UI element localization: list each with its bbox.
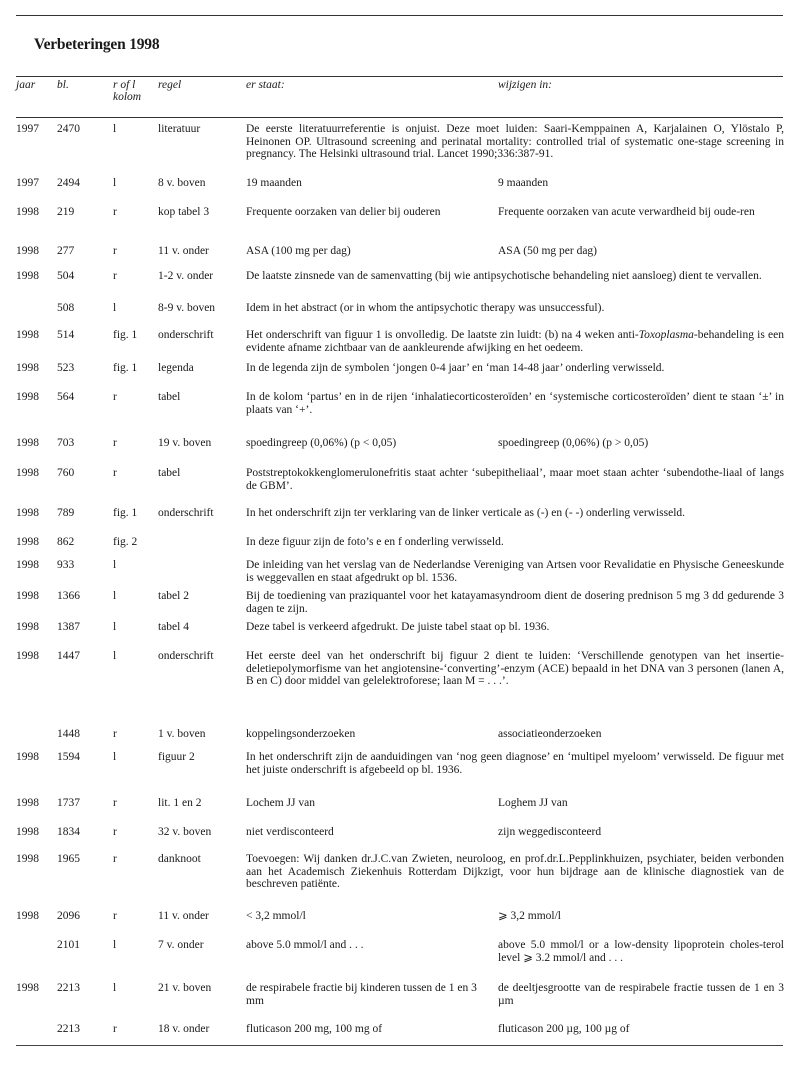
header-kolom-line2: kolom <box>113 91 142 103</box>
header-kolom-line1: r of l <box>113 79 136 91</box>
cell-kolom: l <box>113 982 117 994</box>
cell-description: Het eerste deel van het onderschrift bij figuur 2 dient te luiden: ‘Verschillende genotypen van het insertie-deletiepolymorfisme van het angiotensine-‘converting’-enzym (ACE) bepaald in het DNA van 3 personen (lanen A, B en C) door middel van gelelektroforese; laan M = . . .’. <box>246 650 784 687</box>
cell-bl: 1366 <box>57 590 80 602</box>
cell-er-staat: Frequente oorzaken van delier bij ouderen <box>246 206 441 218</box>
cell-er-staat: niet verdisconteerd <box>246 826 334 838</box>
cell-kolom: r <box>113 910 117 922</box>
cell-jaar: 1998 <box>16 590 39 602</box>
cell-jaar: 1998 <box>16 621 39 633</box>
header-rule <box>16 76 783 77</box>
cell-kolom: fig. 2 <box>113 536 138 548</box>
cell-kolom: l <box>113 751 117 763</box>
cell-bl: 523 <box>57 362 75 374</box>
cell-description: De laatste zinsnede van de samenvatting (bij wie antipsychotische behandeling niet aansloeg) dient te vervallen. <box>246 270 762 282</box>
cell-wijzigen-in: de deeltjesgrootte van de respirabele fractie tussen de 1 en 3 µm <box>498 982 784 1007</box>
cell-regel: 21 v. boven <box>158 982 212 994</box>
cell-regel: 7 v. onder <box>158 939 204 951</box>
cell-jaar: 1998 <box>16 245 39 257</box>
cell-kolom: l <box>113 939 117 951</box>
cell-bl: 1834 <box>57 826 80 838</box>
cell-er-staat: above 5.0 mmol/l and . . . <box>246 939 364 951</box>
cell-kolom: r <box>113 206 117 218</box>
cell-kolom: r <box>113 391 117 403</box>
cell-bl: 277 <box>57 245 75 257</box>
cell-bl: 514 <box>57 329 75 341</box>
cell-jaar: 1998 <box>16 826 39 838</box>
cell-jaar: 1998 <box>16 206 39 218</box>
cell-jaar: 1998 <box>16 437 39 449</box>
cell-description: In de legenda zijn de symbolen ‘jongen 0-4 jaar’ en ‘man 14-48 jaar’ onderling verwisseld. <box>246 362 665 374</box>
cell-description: Deze tabel is verkeerd afgedrukt. De juiste tabel staat op bl. 1936. <box>246 621 550 633</box>
cell-jaar: 1998 <box>16 910 39 922</box>
header-kolom <box>113 79 141 103</box>
cell-jaar: 1998 <box>16 650 39 662</box>
bottom-rule <box>16 1045 783 1046</box>
cell-jaar: 1998 <box>16 982 39 994</box>
cell-regel: tabel <box>158 391 181 403</box>
cell-regel: tabel 2 <box>158 590 189 602</box>
cell-jaar: 1997 <box>16 177 39 189</box>
cell-kolom: r <box>113 797 117 809</box>
cell-bl: 1737 <box>57 797 80 809</box>
cell-bl: 2101 <box>57 939 80 951</box>
cell-kolom: fig. 1 <box>113 329 138 341</box>
cell-bl: 2494 <box>57 177 80 189</box>
cell-description: De eerste literatuurreferentie is onjuist. Deze moet luiden: Saari-Kemppainen A, Karjalainen O, Ylöstalo P, Heinonen OP. Ultrasound screening and perinatal mortality: controlled trial of systematic one-stage screening in pregnancy. The Helsinki ultrasound trial. Lancet 1990;336:387-91. <box>246 123 784 160</box>
cell-description: De inleiding van het verslag van de Nederlandse Vereniging van Artsen voor Revalidatie en Physische Geneeskunde is weggevallen en staat afgedrukt op bl. 1536. <box>246 559 784 584</box>
cell-kolom: r <box>113 437 117 449</box>
cell-regel: legenda <box>158 362 194 374</box>
cell-regel: 32 v. boven <box>158 826 212 838</box>
cell-regel: 8-9 v. boven <box>158 302 216 314</box>
cell-kolom: l <box>113 621 117 633</box>
cell-er-staat: koppelingsonderzoeken <box>246 728 356 740</box>
cell-bl: 2096 <box>57 910 80 922</box>
cell-description: Idem in het abstract (or in whom the antipsychotic therapy was unsuccessful). <box>246 302 605 314</box>
cell-bl: 1448 <box>57 728 80 740</box>
cell-regel: lit. 1 en 2 <box>158 797 202 809</box>
cell-regel: danknoot <box>158 853 201 865</box>
cell-wijzigen-in: 9 maanden <box>498 177 549 189</box>
cell-wijzigen-in: fluticason 200 µg, 100 µg of <box>498 1023 630 1035</box>
cell-description: In het onderschrift zijn ter verklaring van de linker verticale as (-) en (- -) onderling verwisseld. <box>246 507 686 519</box>
cell-regel: figuur 2 <box>158 751 195 763</box>
cell-bl: 2213 <box>57 982 80 994</box>
cell-wijzigen-in: Frequente oorzaken van acute verwardheid bij oude-ren <box>498 206 755 218</box>
cell-kolom: l <box>113 650 117 662</box>
cell-kolom: r <box>113 245 117 257</box>
cell-kolom: l <box>113 302 117 314</box>
cell-regel: kop tabel 3 <box>158 206 210 218</box>
cell-regel: 11 v. onder <box>158 245 209 257</box>
cell-er-staat: Lochem JJ van <box>246 797 315 809</box>
cell-kolom: l <box>113 123 117 135</box>
cell-jaar: 1998 <box>16 507 39 519</box>
cell-regel: 1 v. boven <box>158 728 206 740</box>
cell-bl: 2213 <box>57 1023 80 1035</box>
cell-er-staat: fluticason 200 mg, 100 mg of <box>246 1023 383 1035</box>
cell-jaar: 1998 <box>16 467 39 479</box>
cell-bl: 703 <box>57 437 75 449</box>
header-regel: regel <box>158 79 182 91</box>
cell-jaar: 1998 <box>16 536 39 548</box>
cell-bl: 2470 <box>57 123 80 135</box>
cell-er-staat: 19 maanden <box>246 177 302 189</box>
cell-regel: tabel <box>158 467 181 479</box>
cell-bl: 219 <box>57 206 75 218</box>
cell-kolom: l <box>113 559 117 571</box>
cell-regel: tabel 4 <box>158 621 189 633</box>
cell-bl: 1965 <box>57 853 80 865</box>
description-text: -behandeling is een evidente afname zichtbaar van de aankleurende afwijking en het oedeem. <box>246 329 784 354</box>
cell-kolom: r <box>113 728 117 740</box>
cell-regel: onderschrift <box>158 507 214 519</box>
cell-bl: 1447 <box>57 650 80 662</box>
cell-kolom: r <box>113 467 117 479</box>
cell-bl: 789 <box>57 507 75 519</box>
cell-regel: 8 v. boven <box>158 177 206 189</box>
cell-jaar: 1998 <box>16 362 39 374</box>
cell-bl: 760 <box>57 467 75 479</box>
cell-bl: 933 <box>57 559 75 571</box>
cell-er-staat: spoedingreep (0,06%) (p < 0,05) <box>246 437 397 449</box>
cell-kolom: r <box>113 826 117 838</box>
cell-regel: 1-2 v. onder <box>158 270 214 282</box>
cell-wijzigen-in: associatieonderzoeken <box>498 728 602 740</box>
header-wijzigen-in: wijzigen in: <box>498 79 552 91</box>
cell-description: Bij de toediening van praziquantel voor het katayamasyndroom dient de dosering prednison 5 mg 3 dd gedurende 3 dagen te zijn. <box>246 590 784 615</box>
cell-regel: 11 v. onder <box>158 910 209 922</box>
description-italic: Toxoplasma <box>638 329 694 341</box>
cell-jaar: 1998 <box>16 751 39 763</box>
cell-wijzigen-in: Loghem JJ van <box>498 797 568 809</box>
cell-description: In het onderschrift zijn de aanduidingen van ‘nog geen diagnose’ en ‘multipel myeloom’ verwisseld. De figuur met het juiste onderschrift is afgebeeld op bl. 1936. <box>246 751 784 776</box>
cell-wijzigen-in: ⩾ 3,2 mmol/l <box>498 910 561 922</box>
cell-er-staat: < 3,2 mmol/l <box>246 910 306 922</box>
header-er-staat: er staat: <box>246 79 285 91</box>
cell-description: In deze figuur zijn de foto’s e en f onderling verwisseld. <box>246 536 504 548</box>
header-bl: bl. <box>57 79 69 91</box>
cell-jaar: 1998 <box>16 853 39 865</box>
cell-er-staat: de respirabele fractie bij kinderen tussen de 1 en 3 mm <box>246 982 477 1007</box>
cell-er-staat: ASA (100 mg per dag) <box>246 245 351 257</box>
header-jaar: jaar <box>16 79 36 91</box>
cell-kolom: r <box>113 853 117 865</box>
cell-wijzigen-in: above 5.0 mmol/l or a low-density lipoprotein choles-terol level ⩾ 3.2 mmol/l and . . . <box>498 939 784 964</box>
cell-jaar: 1998 <box>16 797 39 809</box>
cell-jaar: 1998 <box>16 391 39 403</box>
body-rule <box>16 117 783 118</box>
cell-jaar: 1997 <box>16 123 39 135</box>
cell-wijzigen-in: zijn weggedisconteerd <box>498 826 602 838</box>
cell-wijzigen-in: spoedingreep (0,06%) (p > 0,05) <box>498 437 649 449</box>
cell-kolom: r <box>113 1023 117 1035</box>
cell-description: In de kolom ‘partus’ en in de rijen ‘inhalatiecorticosteroïden’ en ‘systemische corticosteroïden’ dient te staan ‘±’ in plaats van ‘+’. <box>246 391 784 416</box>
cell-bl: 1387 <box>57 621 80 633</box>
cell-regel: 19 v. boven <box>158 437 212 449</box>
cell-bl: 1594 <box>57 751 80 763</box>
cell-kolom: l <box>113 177 117 189</box>
cell-kolom: l <box>113 590 117 602</box>
cell-description: Toevoegen: Wij danken dr.J.C.van Zwieten, neuroloog, en prof.dr.L.Pepplinkhuizen, psychiater, beiden verbonden aan het Academisch Ziekenhuis Rotterdam Dijkzigt, voor hun bijdrage aan de klinische diagnostiek van de beschreven patiënte. <box>246 853 784 890</box>
cell-bl: 564 <box>57 391 75 403</box>
cell-regel: 18 v. onder <box>158 1023 210 1035</box>
cell-kolom: fig. 1 <box>113 507 138 519</box>
cell-regel: literatuur <box>158 123 201 135</box>
cell-description <box>246 329 784 354</box>
description-text: Het onderschrift van figuur 1 is onvolledig. De laatste zin luidt: (b) na 4 weken anti- <box>246 329 639 341</box>
cell-wijzigen-in: ASA (50 mg per dag) <box>498 245 598 257</box>
cell-description: Poststreptokokkenglomerulonefritis staat achter ‘subepitheliaal’, maar moet staan achter ‘subendothe-liaal of langs de GBM’. <box>246 467 784 492</box>
cell-regel: onderschrift <box>158 650 214 662</box>
cell-bl: 504 <box>57 270 75 282</box>
cell-bl: 862 <box>57 536 75 548</box>
cell-jaar: 1998 <box>16 270 39 282</box>
cell-jaar: 1998 <box>16 329 39 341</box>
cell-kolom: fig. 1 <box>113 362 138 374</box>
cell-bl: 508 <box>57 302 75 314</box>
top-rule <box>16 15 783 16</box>
page-title: Verbeteringen 1998 <box>34 36 160 53</box>
cell-regel: onderschrift <box>158 329 214 341</box>
cell-kolom: r <box>113 270 117 282</box>
cell-jaar: 1998 <box>16 559 39 571</box>
